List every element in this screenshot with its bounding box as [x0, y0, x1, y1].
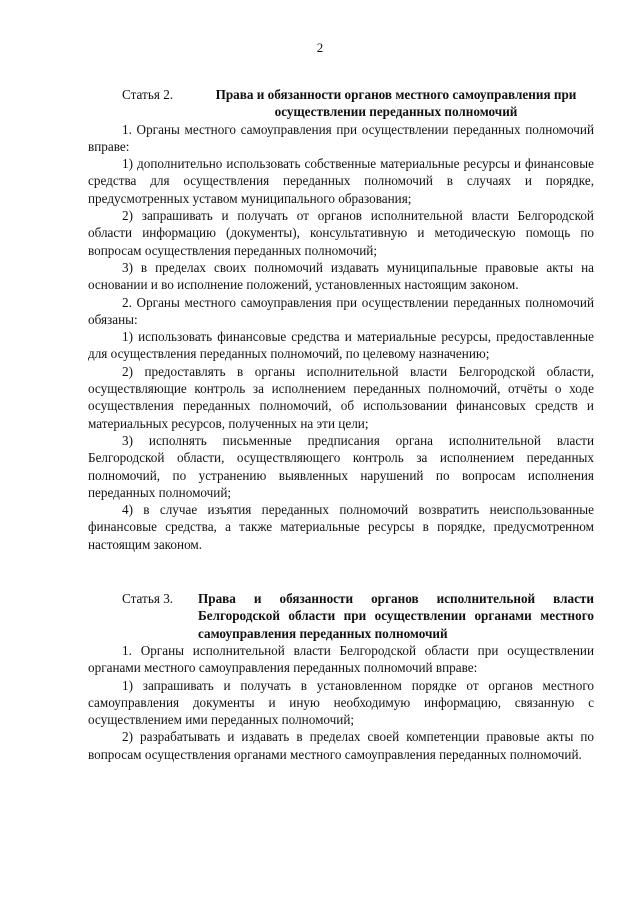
article-2-heading — [88, 86, 594, 121]
article-2-title: Права и обязанности органов местного самоуправления при осуществлении переданных полномочий — [215, 87, 577, 120]
article-2-paragraph: 1) использовать финансовые средства и материальные ресурсы, предоставленные для осуществления переданных полномочий, по целевому назначению; — [88, 329, 594, 362]
document-body — [88, 86, 594, 763]
article-2-paragraph: 2) запрашивать и получать от органов исполнительной власти Белгородской области информацию (документы), консультативную и методическую помощь по вопросам осуществления переданных полномочий; — [88, 208, 594, 258]
article-3-paragraph: 2) разрабатывать и издавать в пределах своей компетенции правовые акты по вопросам осуществления органами местного самоуправления переданных полномочий. — [88, 729, 594, 762]
article-2-paragraph: 4) в случае изъятия переданных полномочий возвратить неиспользованные финансовые средства, а также материальные ресурсы в порядке, предусмотренном настоящим законом. — [88, 502, 594, 552]
article-2-paragraph: 3) в пределах своих полномочий издавать муниципальные правовые акты на основании и во исполнение положений, установленных настоящим законом. — [88, 259, 594, 293]
article-2-paragraph: 3) исполнять письменные предписания органа исполнительной власти Белгородской области, осуществляющего контроль за исполнением переданных полномочий, по устранению выявленных нарушений по вопросам исполнения переданных полномочий; — [88, 432, 594, 500]
article-3-paragraph: 1. Органы исполнительной власти Белгородской области при осуществлении органами местного самоуправления переданных полномочий вправе: — [88, 642, 594, 676]
article-3-title: Права и обязанности органов исполнительной власти Белгородской области при осуществлении органами местного самоуправления переданных полномочий — [198, 591, 594, 641]
article-2-label: Статья 2. — [122, 87, 174, 102]
article-3-label: Статья 3. — [122, 591, 174, 607]
article-2-paragraph: 1. Органы местного самоуправления при осуществлении переданных полномочий вправе: — [88, 121, 594, 154]
article-3-heading — [88, 590, 594, 642]
article-3-paragraph: 1) запрашивать и получать в установленном порядке от органов местного самоуправления документы и иную необходимую информацию, связанную с осуществлением ими переданных полномочий; — [88, 677, 594, 728]
article-2-paragraph: 2. Органы местного самоуправления при осуществлении переданных полномочий обязаны: — [88, 294, 594, 327]
page-number: 2 — [316, 40, 324, 55]
article-2-paragraph: 1) дополнительно использовать собственные материальные ресурсы и финансовые средства для осуществления переданных полномочий в случаях и порядке, предусмотренных уставом муниципального образования; — [88, 156, 594, 206]
article-2-paragraph: 2) предоставлять в органы исполнительной власти Белгородской области, осуществляющие контроль за исполнением переданных полномочий, отчёты о ходе осуществления переданных полномочий, об использовании финансовых средств и материальных ресурсов, полученных на эти цели; — [88, 363, 594, 431]
